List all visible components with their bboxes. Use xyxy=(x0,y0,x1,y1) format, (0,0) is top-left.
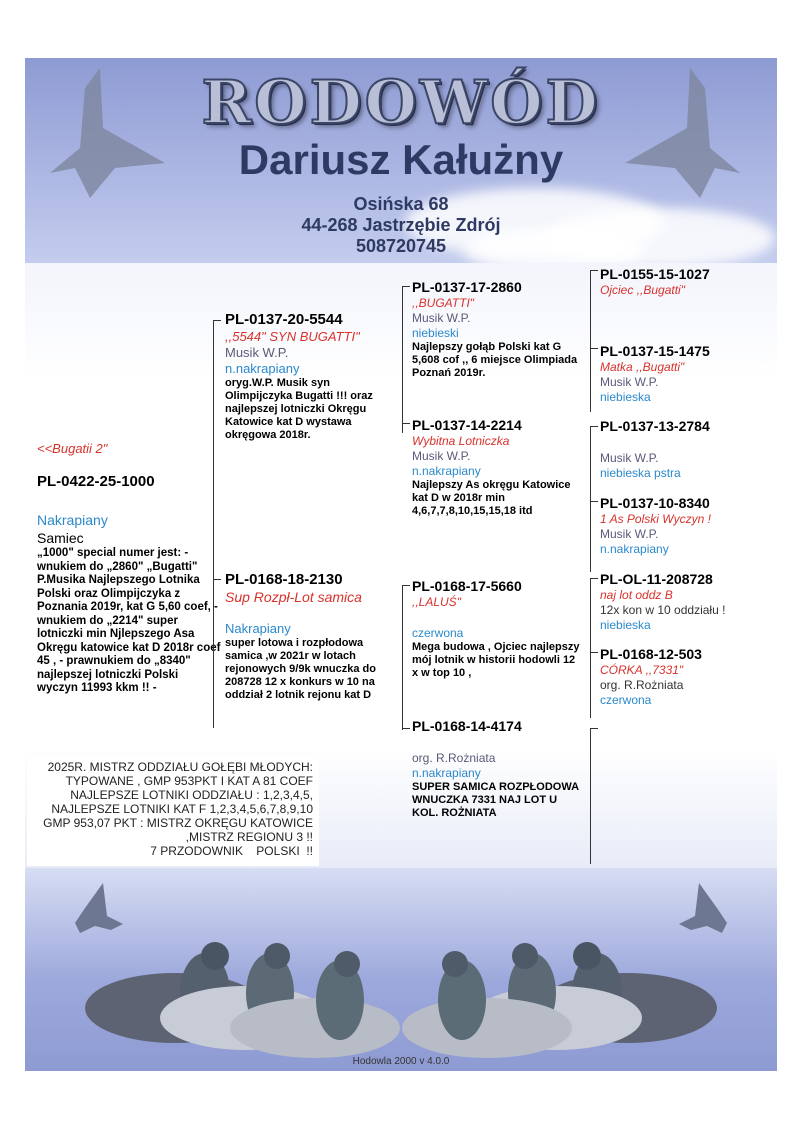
owner-street: Osińska 68 xyxy=(353,194,449,214)
grandparent-2-breeder: Musik W.P. xyxy=(412,449,471,463)
grandparent-2-color: n.nakrapiany xyxy=(412,464,481,478)
grandparent-card-4 xyxy=(412,717,582,820)
grandparent-3-ring: PL-0168-17-5660 xyxy=(412,578,522,594)
gg-2-name: Matka ,,Bugatti" xyxy=(600,360,685,374)
gg-4-name: 1 As Polski Wyczyn ! xyxy=(600,512,711,526)
gg-6-ring: PL-0168-12-503 xyxy=(600,646,702,662)
standing-pigeons-right-icon xyxy=(402,942,717,1058)
owner-phone: 508720745 xyxy=(355,236,447,256)
award-line: 2025R. MISTRZ ODDZIAŁU GOŁĘBI MŁODYCH: xyxy=(47,760,313,774)
owner-city: 44-268 Jastrzębie Zdrój xyxy=(301,215,501,235)
pigeons-illustration xyxy=(25,868,777,1071)
gg-3-color: niebieska pstra xyxy=(600,466,681,480)
grandparent-1-ring: PL-0137-17-2860 xyxy=(412,279,522,295)
grandparent-3-name: ,,LALUŚ" xyxy=(412,595,461,609)
grandparent-1-name: ,,BUGATTI" xyxy=(412,296,475,310)
subject-ring: PL-0422-25-1000 xyxy=(37,473,155,490)
great-grandparent-card-2 xyxy=(600,342,775,405)
subject-sex: Samiec xyxy=(37,530,84,546)
grandparent-4-color: n.nakrapiany xyxy=(412,766,481,780)
grandparent-1-description: Najlepszy gołąb Polski kat G 5,608 cof ,, 6 miejsce Olimpiada Poznań 2019r. xyxy=(412,341,578,379)
grandparent-2-description: Najlepszy As okręgu Katowice kat D w 2018r min 4,6,7,7,8,10,15,15,18 itd xyxy=(412,479,571,517)
grandparent-card-1 xyxy=(412,278,582,380)
gg-4-color: n.nakrapiany xyxy=(600,542,669,556)
award-line: NAJLEPSZE LOTNIKI ODDZIAŁU : 1,2,3,4,5, xyxy=(70,788,313,802)
dam-name: Sup Rozpł-Lot samica xyxy=(225,589,362,605)
award-line: ,MISTRZ REGIONU 3 !! xyxy=(185,830,313,844)
award-line: TYPOWANE , GMP 953PKT I KAT A 81 COEF xyxy=(65,774,313,788)
great-grandparent-card-5 xyxy=(600,570,775,633)
subject-description: „1000" special numer jest: - wnukiem do „2860" „Bugatti" P.Musika Najlepszego Lotnika Polski oraz Olimpijczyka z Poznania 2019r, kat G 5,60 coef, - wnukiem do „2214" super lotniczki min Njlepszego Asa Okręgu katowice kat D 2018r coef 45 , - prawnukiem do „8340" najlepszej lotniczki Polski wyczyn 11993 kkm !! - xyxy=(37,547,221,694)
subject-color: Nakrapiany xyxy=(37,512,108,528)
grandparent-1-color: niebieski xyxy=(412,326,459,340)
grandparent-3-description: Mega budowa , Ojciec najlepszy mój lotnik w historii hodowli 12 x w top 10 , xyxy=(412,641,580,679)
grandparent-3-color: czerwona xyxy=(412,626,464,640)
gg-4-ring: PL-0137-10-8340 xyxy=(600,495,710,511)
great-grandparent-card-3 xyxy=(600,417,775,481)
sire-breeder: Musik W.P. xyxy=(225,345,289,360)
gg-5-note: 12x kon w 10 oddziału ! xyxy=(600,603,726,617)
dam-card xyxy=(225,571,395,702)
sire-ring: PL-0137-20-5544 xyxy=(225,311,343,328)
gg-1-name: Ojciec ,,Bugatti" xyxy=(600,283,685,297)
flying-pigeon-right-icon xyxy=(679,883,727,933)
gg-6-name: CÓRKA ,,7331" xyxy=(600,663,684,677)
great-grandparent-card-6 xyxy=(600,645,775,708)
gg-5-name: naj lot oddz B xyxy=(600,588,673,602)
gg-3-ring: PL-0137-13-2784 xyxy=(600,418,710,434)
achievements-box xyxy=(27,756,319,866)
sire-name: ,,5544" SYN BUGATTI" xyxy=(225,329,360,344)
dam-color: Nakrapiany xyxy=(225,621,291,636)
subject-card xyxy=(37,441,222,707)
gg-2-ring: PL-0137-15-1475 xyxy=(600,343,710,359)
great-grandparent-card-4 xyxy=(600,494,775,557)
parents-bracket xyxy=(213,320,214,728)
gg-6-breeder: org. R.Rożniata xyxy=(600,678,684,692)
subject-name: <<Bugatii 2" xyxy=(37,441,108,456)
grandparent-2-ring: PL-0137-14-2214 xyxy=(412,417,522,433)
gg-5-color: niebieska xyxy=(600,618,651,632)
page-title: RODOWÓD xyxy=(201,68,601,138)
award-line: NAJLEPSZE LOTNIKI KAT F 1,2,3,4,5,6,7,8,9,10 xyxy=(51,802,313,816)
grandparent-4-breeder: org. R.Rożniata xyxy=(412,751,496,765)
award-line: 7 PRZODOWNIK POLSKI !! xyxy=(150,844,313,858)
gg-2-color: niebieska xyxy=(600,390,651,404)
footer-background xyxy=(25,868,777,1071)
grandparent-card-2 xyxy=(412,416,582,518)
pedigree-sheet xyxy=(25,58,777,1071)
grandparent-2-name: Wybitna Lotniczka xyxy=(412,434,510,448)
sire-description: oryg.W.P. Musik syn Olimpijczyka Bugatti !!! oraz najlepszej lotniczki Okręgu Katowice kat D wystawa okręgowa 2018r. xyxy=(225,377,373,441)
owner-name: Dariusz Kałużny xyxy=(238,136,564,183)
gg-5-ring: PL-OL-11-208728 xyxy=(600,571,713,587)
standing-pigeons-left-icon xyxy=(85,942,400,1058)
sire-card xyxy=(225,311,395,442)
award-line: GMP 953,07 PKT : MISTRZ OKRĘGU KATOWICE xyxy=(43,816,313,830)
great-grandparent-card-1 xyxy=(600,265,775,298)
software-version: Hodowla 2000 v 4.0.0 xyxy=(352,1056,450,1067)
gg-6-color: czerwona xyxy=(600,693,652,707)
sire-color: n.nakrapiany xyxy=(225,361,300,376)
grandparent-4-ring: PL-0168-14-4174 xyxy=(412,718,522,734)
flying-pigeon-left-icon xyxy=(75,883,123,933)
grandparent-4-description: SUPER SAMICA ROZPŁODOWA WNUCZKA 7331 NAJ LOT U KOL. ROŻNIATA xyxy=(412,781,579,819)
grandparent-1-breeder: Musik W.P. xyxy=(412,311,471,325)
gg-2-breeder: Musik W.P. xyxy=(600,375,659,389)
grandparent-card-3 xyxy=(412,577,582,680)
dam-description: super lotowa i rozpłodowa samica ,w 2021r w lotach rejonowych 9/9k wnuczka do 208728 12 x konkurs w 10 na oddział 2 lotnik rejonu kat D xyxy=(225,637,376,701)
gg-4-breeder: Musik W.P. xyxy=(600,527,659,541)
dam-ring: PL-0168-18-2130 xyxy=(225,571,343,588)
gg-3-breeder: Musik W.P. xyxy=(600,451,659,465)
gg-1-ring: PL-0155-15-1027 xyxy=(600,266,710,282)
